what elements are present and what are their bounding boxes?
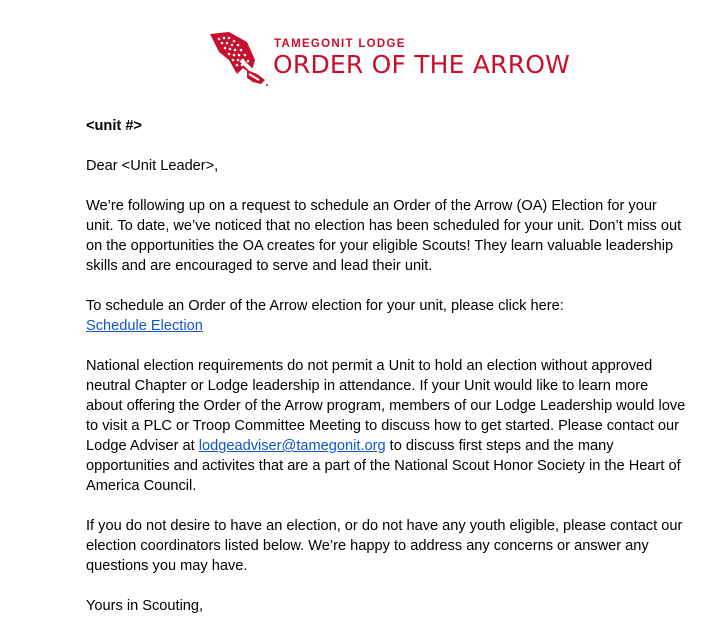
paragraph-followup: We’re following up on a request to schedule an Order of the Arrow (OA) Election for your unit. To date, we’ve noticed that no election has been scheduled for your unit. Don’t miss out on the opportunities the OA creates for your eligible Scouts! They learn valuable leadership skills and are encouraged to serve and lead their unit. — [86, 198, 682, 274]
schedule-election-link[interactable]: Schedule Election — [86, 318, 203, 334]
paragraph-schedule — [86, 296, 686, 336]
requirements-text: National election requirements do not permit a Unit to hold an election without approved neutral Chapter or Lodge leadership in attendance. If your Unit would like to learn more about offering the Order of the Arrow program, members of our Lodge Leadership would love to visit a PLC or Troop Committee Meeting to discuss how to get started. Please contact our Lodge Adviser at — [86, 358, 686, 454]
letter-body — [86, 116, 686, 636]
requirements-text-continued: to discuss first steps and the many opportunities and activites that are a part of the National Scout Honor Society in the Heart of America Council. — [86, 438, 681, 494]
greeting: Dear <Unit Leader>, — [86, 158, 219, 174]
closing: Yours in Scouting, — [86, 598, 204, 614]
arrowhead-logo-icon — [207, 30, 269, 88]
unit-placeholder: <unit #> — [86, 118, 142, 134]
organization-name: ORDER OF THE ARROW — [273, 50, 571, 79]
paragraph-requirements — [86, 356, 686, 496]
schedule-intro-text: To schedule an Order of the Arrow election for your unit, please click here: — [86, 298, 564, 314]
lodge-name: TAMEGONIT LODGE — [274, 38, 406, 50]
lodge-adviser-email-link[interactable]: lodgeadviser@tamegonit.org — [198, 438, 386, 454]
letterhead — [207, 30, 571, 88]
paragraph-contact: If you do not desire to have an election, or do not have any youth eligible, please contact our election coordinators listed below. We’re happy to address any concerns or answer any questions you may have. — [86, 518, 683, 574]
